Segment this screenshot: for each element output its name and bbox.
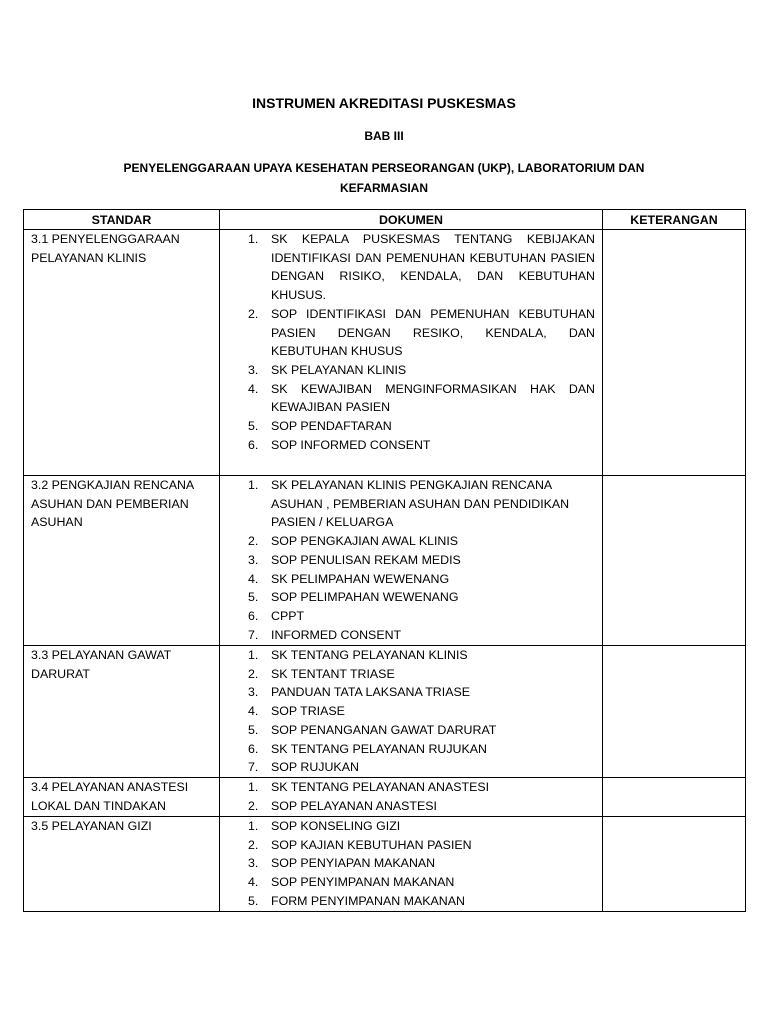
dokumen-cell	[220, 476, 603, 646]
list-item: 6. SK TENTANG PELAYANAN RUJUKAN	[248, 741, 487, 756]
document-title: INSTRUMEN AKREDITASI PUSKESMAS	[252, 95, 516, 111]
item-text: SK KEPALA PUSKESMAS TENTANG KEBIJAKAN IDENTIFIKASI DAN PEMENUHAN KEBUTUHAN PASIEN DENGAN RISIKO, KENDALA, DAN KEBUTUHAN KHUSUS.	[271, 232, 595, 303]
keterangan-cell	[603, 476, 746, 646]
list-item: 6. SOP INFORMED CONSENT	[248, 437, 431, 452]
dokumen-cell	[220, 230, 603, 476]
list-item: 5. SOP PENDAFTARAN	[248, 419, 392, 434]
item-text: CPPT	[271, 608, 305, 623]
keterangan-cell	[603, 778, 746, 817]
table-header-row	[24, 210, 746, 230]
item-text: SK TENTANG PELAYANAN ANASTESI	[271, 780, 490, 794]
item-text: SOP KONSELING GIZI	[271, 819, 401, 833]
list-item: 4. SOP TRIASE	[248, 704, 345, 719]
item-text: SOP PENYIAPAN MAKANAN	[271, 856, 436, 871]
list-item: 4. SK KEWAJIBAN MENGINFORMASIKAN HAK DAN KEWAJIBAN PASIEN	[248, 381, 595, 415]
list-item: 7. SOP RUJUKAN	[248, 760, 359, 775]
table-row	[24, 476, 746, 646]
document-list	[220, 230, 595, 454]
item-text: SOP PELIMPAHAN WEWENANG	[271, 590, 459, 605]
item-text: SOP INFORMED CONSENT	[271, 437, 431, 452]
item-text: SOP RUJUKAN	[271, 760, 359, 775]
table-row	[24, 817, 746, 912]
table-row	[24, 230, 746, 476]
item-text: SK KEWAJIBAN MENGINFORMASIKAN HAK DAN KEWAJIBAN PASIEN	[271, 381, 595, 415]
list-item: 3. SOP PENULISAN REKAM MEDIS	[248, 552, 461, 567]
item-text: SOP PENGKAJIAN AWAL KLINIS	[271, 534, 459, 549]
list-item: 1. SOP KONSELING GIZI	[248, 819, 401, 833]
standar-cell: 3.3 PELAYANAN GAWAT DARURAT	[24, 646, 220, 778]
list-item: 2. SOP IDENTIFIKASI DAN PEMENUHAN KEBUTUHAN PASIEN DENGAN RESIKO, KENDALA, DAN KEBUTUHAN KHUSUS	[248, 306, 595, 359]
item-text: SOP PELAYANAN ANASTESI	[271, 798, 437, 813]
item-text: FORM PENYIMPANAN MAKANAN	[271, 893, 465, 908]
table-row	[24, 778, 746, 817]
list-item: 2. SOP KAJIAN KEBUTUHAN PASIEN	[248, 837, 472, 852]
item-text: INFORMED CONSENT	[271, 627, 402, 642]
standar-cell: 3.4 PELAYANAN ANASTESI LOKAL DAN TINDAKAN	[24, 778, 220, 817]
item-text: SOP PENULISAN REKAM MEDIS	[271, 552, 461, 567]
item-text: SOP KAJIAN KEBUTUHAN PASIEN	[271, 837, 472, 852]
keterangan-cell	[603, 230, 746, 476]
dokumen-cell	[220, 778, 603, 817]
standar-cell: 3.1 PENYELENGGARAAN PELAYANAN KLINIS	[24, 230, 220, 476]
item-text: PANDUAN TATA LAKSANA TRIASE	[271, 685, 470, 700]
list-item: 2. SOP PELAYANAN ANASTESI	[248, 798, 437, 813]
item-text: SOP PENYIMPANAN MAKANAN	[271, 875, 455, 890]
list-item: 6. CPPT	[248, 608, 305, 623]
list-item: 5. SOP PENANGANAN GAWAT DARURAT	[248, 722, 497, 737]
chapter-label: BAB III	[364, 129, 404, 143]
chapter-subtitle: PENYELENGGARAAN UPAYA KESEHATAN PERSEORANGAN (UKP), LABORATORIUM DAN KEFARMASIAN	[123, 161, 645, 195]
list-item: 1. SK KEPALA PUSKESMAS TENTANG KEBIJAKAN IDENTIFIKASI DAN PEMENUHAN KEBUTUHAN PASIEN DENGAN RISIKO, KENDALA, DAN KEBUTUHAN KHUSUS.	[248, 232, 595, 303]
standar-cell: 3.2 PENGKAJIAN RENCANA ASUHAN DAN PEMBERIAN ASUHAN	[24, 476, 220, 646]
list-item: 5. FORM PENYIMPANAN MAKANAN	[248, 893, 465, 908]
list-item: 3. PANDUAN TATA LAKSANA TRIASE	[248, 685, 470, 700]
document-list	[220, 778, 595, 815]
standar-cell: 3.5 PELAYANAN GIZI	[24, 817, 220, 912]
header-keterangan: KETERANGAN	[603, 210, 746, 230]
dokumen-cell	[220, 646, 603, 778]
keterangan-cell	[603, 646, 746, 778]
item-text: SK TENTANG PELAYANAN RUJUKAN	[271, 741, 487, 756]
document-list	[220, 476, 595, 644]
list-item: 1. SK TENTANG PELAYANAN KLINIS	[248, 648, 468, 662]
item-text: SOP PENANGANAN GAWAT DARURAT	[271, 722, 497, 737]
list-item: 3. SK PELAYANAN KLINIS	[248, 362, 407, 377]
list-item: 1. SK TENTANG PELAYANAN ANASTESI	[248, 780, 490, 794]
keterangan-cell	[603, 817, 746, 912]
header-standar: STANDAR	[24, 210, 220, 230]
list-item: 3. SOP PENYIAPAN MAKANAN	[248, 856, 436, 871]
item-text: SK PELAYANAN KLINIS PENGKAJIAN RENCANA ASUHAN , PEMBERIAN ASUHAN DAN PENDIDIKAN PASIEN / KELUARGA	[271, 478, 570, 530]
list-item: 1. SK PELAYANAN KLINIS PENGKAJIAN RENCANA ASUHAN , PEMBERIAN ASUHAN DAN PENDIDIKAN PASIEN / KELUARGA	[248, 478, 570, 530]
item-text: SK PELIMPAHAN WEWENANG	[271, 571, 450, 586]
list-item: 2. SK TENTANT TRIASE	[248, 666, 395, 681]
item-text: SK TENTANG PELAYANAN KLINIS	[271, 648, 468, 662]
item-text: SOP TRIASE	[271, 704, 345, 719]
list-item: 4. SK PELIMPAHAN WEWENANG	[248, 571, 450, 586]
list-item: 5. SOP PELIMPAHAN WEWENANG	[248, 590, 459, 605]
document-list	[220, 817, 595, 911]
list-item: 7. INFORMED CONSENT	[248, 627, 402, 642]
list-item: 2. SOP PENGKAJIAN AWAL KLINIS	[248, 534, 459, 549]
list-item: 4. SOP PENYIMPANAN MAKANAN	[248, 875, 455, 890]
item-text: SK PELAYANAN KLINIS	[271, 362, 407, 377]
item-text: SOP IDENTIFIKASI DAN PEMENUHAN KEBUTUHAN PASIEN DENGAN RESIKO, KENDALA, DAN KEBUTUHAN KHUSUS	[271, 306, 595, 359]
header-dokumen: DOKUMEN	[220, 210, 603, 230]
accreditation-table	[23, 209, 746, 912]
document-list	[220, 646, 595, 777]
table-row	[24, 646, 746, 778]
dokumen-cell	[220, 817, 603, 912]
item-text: SK TENTANT TRIASE	[271, 666, 395, 681]
item-text: SOP PENDAFTARAN	[271, 419, 392, 434]
